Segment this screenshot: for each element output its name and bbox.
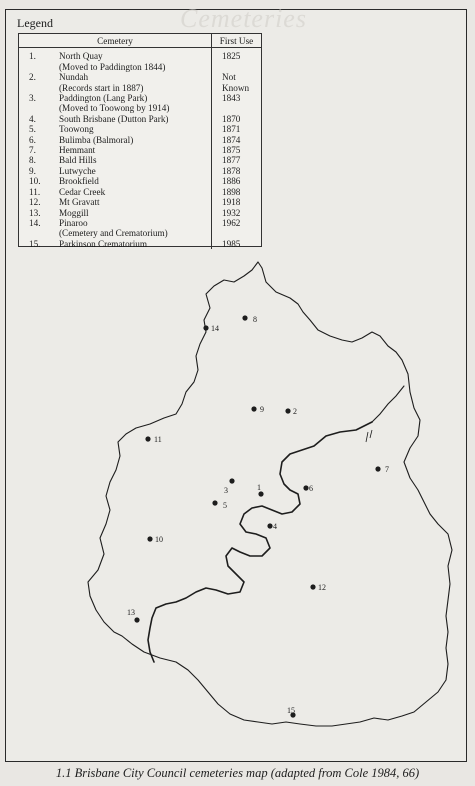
cemetery-marker-13 — [134, 617, 139, 622]
legend-row-number: 11. — [29, 186, 41, 197]
cemetery-marker-2 — [285, 408, 290, 413]
cemetery-marker-6 — [303, 485, 308, 490]
cemetery-name: Moggill — [59, 207, 89, 218]
legend-row-number: 9. — [29, 165, 36, 176]
legend-row-number: 12. — [29, 197, 41, 208]
cemetery-marker-5 — [212, 500, 217, 505]
legend-row-first-use: 1932 — [212, 208, 262, 218]
legend-row-first-use: 1878 — [212, 166, 262, 176]
creek — [366, 430, 372, 442]
cemetery-marker-label-13: 13 — [127, 608, 135, 617]
cemetery-marker-9 — [251, 406, 256, 411]
legend-row-number: 2. — [29, 72, 36, 83]
cemetery-marker-label-5: 5 — [223, 501, 227, 510]
cemetery-name: Bald Hills — [59, 155, 97, 166]
legend-row-number: 10. — [29, 176, 41, 187]
cemetery-marker-label-14: 14 — [211, 324, 219, 333]
cemetery-marker-4 — [267, 523, 272, 528]
legend-row-number: 3. — [29, 93, 36, 104]
legend-row-first-use: 1962 — [212, 218, 262, 239]
cemetery-marker-label-11: 11 — [154, 435, 162, 444]
cemetery-marker-label-3: 3 — [224, 486, 228, 495]
legend-header-cemetery: Cemetery — [19, 34, 212, 48]
cemetery-note: (Cemetery and Crematorium) — [59, 228, 168, 239]
legend-title: Legend — [17, 16, 53, 30]
cemetery-name: Cedar Creek — [59, 186, 106, 197]
cemetery-markers — [127, 315, 389, 718]
cemetery-marker-3 — [229, 478, 234, 483]
cemetery-name: Bulimba (Balmoral) — [59, 134, 134, 145]
legend-row-first-use: 1874 — [212, 135, 262, 145]
river-tail — [372, 386, 404, 422]
legend-row-number: 7. — [29, 145, 36, 156]
cemetery-marker-label-6: 6 — [309, 484, 313, 493]
legend-row-first-use: 1843 — [212, 93, 262, 114]
legend-row-number: 5. — [29, 124, 36, 135]
legend-row-first-use: 1918 — [212, 197, 262, 207]
legend-row-first-use: 1886 — [212, 176, 262, 186]
legend-row-first-use: 1875 — [212, 145, 262, 155]
cemetery-marker-12 — [310, 584, 315, 589]
cemetery-marker-label-9: 9 — [260, 405, 264, 414]
cemetery-marker-7 — [375, 466, 380, 471]
cemetery-note: (Moved to Paddington 1844) — [59, 61, 166, 72]
cemetery-name: Toowong — [59, 124, 94, 135]
cemetery-name: Lutwyche — [59, 165, 96, 176]
cemetery-marker-label-1: 1 — [257, 483, 261, 492]
cemetery-marker-14 — [203, 325, 208, 330]
legend-row-first-use: Not Known — [212, 72, 262, 93]
brisbane-river — [148, 422, 372, 662]
cemetery-marker-8 — [242, 315, 247, 320]
cemetery-marker-label-12: 12 — [318, 583, 326, 592]
cemetery-name: Nundah — [59, 72, 89, 83]
cemetery-name: Parkinson Crematorium — [59, 238, 148, 249]
legend-row-number: 4. — [29, 113, 36, 124]
cemetery-name: Brookfield — [59, 176, 99, 187]
city-boundary — [88, 262, 452, 726]
legend-row-first-use: 1877 — [212, 155, 262, 165]
cemetery-name: Paddington (Lang Park) — [59, 93, 148, 104]
cemetery-note: (Records start in 1887) — [59, 82, 144, 93]
cemetery-marker-label-10: 10 — [155, 535, 163, 544]
cemetery-name: Hemmant — [59, 145, 96, 156]
legend-row-number: 6. — [29, 134, 36, 145]
cemetery-marker-10 — [147, 536, 152, 541]
cemetery-marker-label-4: 4 — [273, 522, 277, 531]
cemetery-name: North Quay — [59, 51, 103, 62]
legend-row-number: 1. — [29, 51, 36, 62]
cemetery-marker-label-7: 7 — [385, 465, 389, 474]
legend-row-first-use: 1825 — [212, 48, 262, 72]
legend-row-first-use: 1898 — [212, 187, 262, 197]
cemetery-note: (Moved to Toowong by 1914) — [59, 103, 170, 114]
cemetery-marker-11 — [145, 436, 150, 441]
cemetery-marker-label-15: 15 — [287, 706, 295, 715]
bleed-through-text: Cemeteries — [180, 4, 307, 33]
legend-header-first-use: First Use — [212, 34, 262, 48]
cemetery-name: Pinaroo — [59, 217, 88, 228]
legend-row-number: 14. — [29, 217, 41, 228]
legend-row-first-use: 1870 — [212, 114, 262, 124]
cemetery-name: South Brisbane (Dutton Park) — [59, 113, 169, 124]
legend-row-first-use: 1985 — [212, 239, 262, 249]
cemetery-marker-label-8: 8 — [253, 315, 257, 324]
legend-row-first-use: 1871 — [212, 124, 262, 134]
legend-row-number: 15. — [29, 238, 41, 249]
legend-row-number: 8. — [29, 155, 36, 166]
figure-caption: 1.1 Brisbane City Council cemeteries map (adapted from Cole 1984, 66) — [55, 766, 420, 780]
cemetery-marker-1 — [258, 491, 263, 496]
cemetery-name: Mt Gravatt — [59, 197, 100, 208]
legend-row-number: 13. — [29, 207, 41, 218]
cemetery-marker-label-2: 2 — [293, 407, 297, 416]
